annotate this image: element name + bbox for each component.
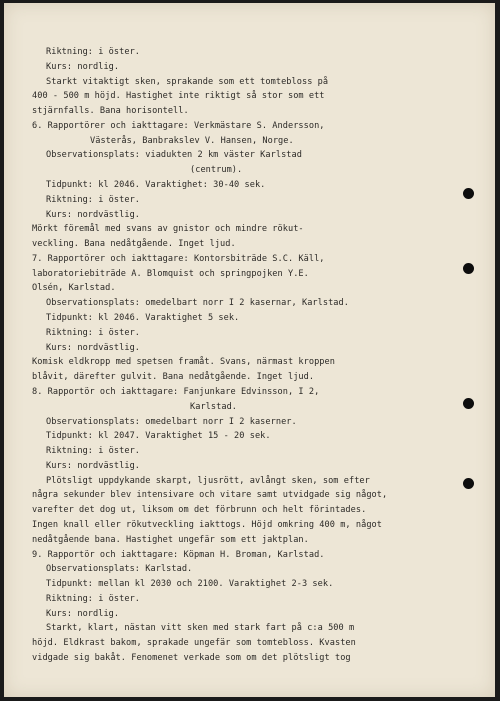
text-line: några sekunder blev intensivare och vitare samt utvidgade sig något,: [32, 490, 388, 501]
text-line: Västerås, Banbrakslev V. Hansen, Norge.: [90, 135, 294, 146]
text-line: 6. Rapportörer och iakttagare: Verkmästare S. Andersson,: [32, 120, 325, 131]
text-line: Starkt, klart, nästan vitt sken med stark fart på c:a 500 m: [46, 623, 355, 634]
text-line: veckling. Bana nedåtgående. Inget ljud.: [32, 239, 236, 250]
text-line: Observationsplats: omedelbart norr I 2 kaserner.: [46, 416, 297, 427]
text-line: höjd. Eldkrast bakom, sprakade ungefär som tomtebloss. Kvasten: [32, 638, 356, 649]
text-line: Kurs: nordlig.: [46, 61, 120, 72]
text-line: Tidpunkt: kl 2046. Varaktighet 5 sek.: [46, 313, 240, 324]
text-line: Mörkt föremål med svans av gnistor och mindre rökut-: [32, 224, 304, 235]
text-line: Riktning: i öster.: [46, 327, 141, 338]
text-line: Tidpunkt: kl 2046. Varaktighet: 30-40 sek.: [46, 180, 266, 191]
punch-hole: [463, 263, 474, 274]
text-line: Riktning: i öster.: [46, 593, 141, 604]
text-line: Riktning: i öster.: [46, 47, 141, 57]
text-line: Kurs: nordvästlig.: [46, 342, 141, 353]
text-line: blåvit, därefter gulvit. Bana nedåtgående. Inget ljud.: [32, 372, 315, 383]
text-line: Olsén, Karlstad.: [32, 283, 116, 294]
text-line: Riktning: i öster.: [46, 446, 141, 457]
punch-hole: [463, 188, 474, 199]
text-line: Karlstad.: [190, 401, 238, 412]
text-line: Observationsplats: omedelbart norr I 2 kasernar, Karlstad.: [46, 298, 349, 309]
text-line: vidgade sig bakåt. Fenomenet verkade som om det plötsligt tog: [32, 653, 351, 663]
text-line: Starkt vitaktigt sken, sprakande som ett tomtebloss på: [46, 76, 329, 87]
text-line: 9. Rapportör och iakttagare: Köpman H. Broman, Karlstad.: [32, 549, 325, 560]
text-line: laboratoriebiträde A. Blomquist och springpojken Y.E.: [32, 268, 309, 279]
text-line: Kurs: nordlig.: [46, 608, 120, 619]
text-line: stjärnfalls. Bana horisontell.: [32, 106, 189, 117]
text-line: Komisk eldkropp med spetsen framåt. Svans, närmast kroppen: [32, 357, 335, 368]
text-line: Kurs: nordvästlig.: [46, 460, 141, 471]
text-line: Riktning: i öster.: [46, 194, 141, 205]
text-line: Observationsplats: viadukten 2 km väster Karlstad: [46, 150, 302, 161]
text-line: nedåtgående bana. Hastighet ungefär som ett jaktplan.: [32, 534, 309, 545]
text-line: 8. Rapportör och iakttagare: Fanjunkare Edvinsson, I 2,: [32, 386, 320, 397]
text-line: varefter det dog ut, liksom om det förbrunn och helt förintades.: [32, 505, 367, 516]
text-line: Plötsligt uppdykande skarpt, ljusrött, avlångt sken, som efter: [46, 475, 370, 486]
text-line: 7. Rapportörer och iakttagare: Kontorsbiträde S.C. Käll,: [32, 253, 325, 264]
document-page: [4, 3, 495, 697]
punch-hole: [463, 478, 474, 489]
punch-hole: [463, 398, 474, 409]
text-line: (centrum).: [190, 165, 243, 176]
text-line: 400 - 500 m höjd. Hastighet inte riktigt så stor som ett: [32, 91, 325, 102]
text-line: Ingen knall eller rökutveckling iakttogs. Höjd omkring 400 m, något: [32, 519, 382, 530]
text-line: Kurs: nordvästlig.: [46, 209, 141, 220]
text-line: Tidpunkt: kl 2047. Varaktighet 15 - 20 sek.: [46, 431, 271, 442]
text-line: Observationsplats: Karlstad.: [46, 564, 193, 575]
text-line: Tidpunkt: mellan kl 2030 och 2100. Varaktighet 2-3 sek.: [46, 579, 334, 590]
